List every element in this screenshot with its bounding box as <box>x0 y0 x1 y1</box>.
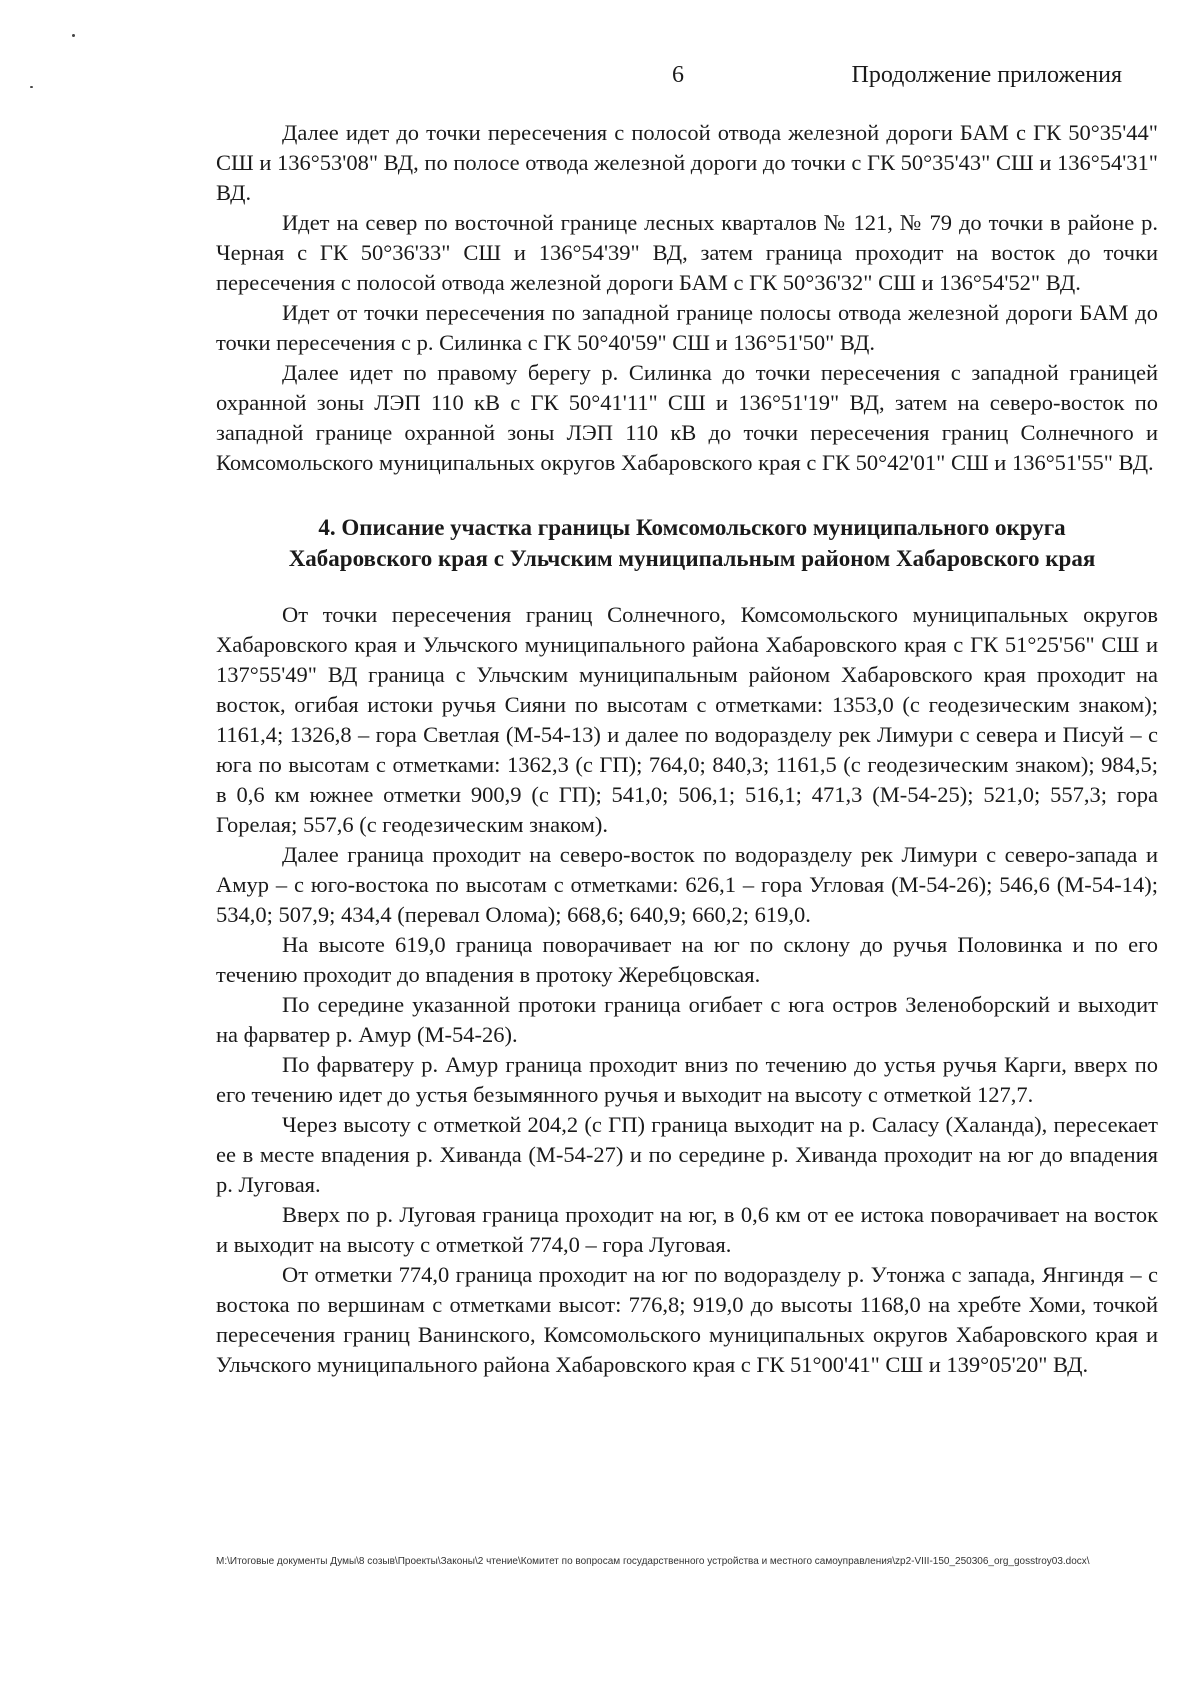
page-number: 6 <box>672 62 684 88</box>
paragraph: Идет от точки пересечения по западной границе полосы отвода железной дороги БАМ до точки пересечения с р. Силинка с ГК 50°40'59" СШ и 136°51'50" ВД. <box>216 300 1158 355</box>
paragraph: На высоте 619,0 граница поворачивает на юг по склону до ручья Половинка и по его течению проходит до впадения в протоку Жеребцовская. <box>216 932 1158 987</box>
scan-speck <box>30 86 33 88</box>
continuation-header: Продолжение приложения <box>851 62 1122 88</box>
paragraph: Через высоту с отметкой 204,2 (с ГП) граница выходит на р. Саласу (Халанда), пересекает ее в месте впадения р. Хиванда (М-54-27) и по середине р. Хиванда проходит на юг до впадения р. Луговая. <box>216 1112 1158 1197</box>
section-4-text <box>216 600 1158 1380</box>
footer-file-path: M:\Итоговые документы Думы\8 созыв\Проекты\Законы\2 чтение\Комитет по вопросам государственного устройства и местного самоуправления\zp2-VIII-150_250306_org_gosstroy03.docx\ <box>216 1556 1090 1567</box>
paragraph: Далее идет по правому берегу р. Силинка до точки пересечения с западной границей охранной зоны ЛЭП 110 кВ с ГК 50°41'11" СШ и 136°51'19" ВД, затем на северо-восток по западной границе охранной зоны ЛЭП 110 кВ до точки пересечения границ Солнечного и Комсомольского муниципальных округов Хабаровского края с ГК 50°42'01" СШ и 136°51'55" ВД. <box>216 360 1158 475</box>
paragraph: От отметки 774,0 граница проходит на юг по водоразделу р. Утонжа с запада, Янгиндя – с востока по вершинам с отметками высот: 776,8; 919,0 до высоты 1168,0 на хребте Хоми, точкой пересечения границ Ванинского, Комсомольского муниципальных округов Хабаровского края и Ульчского муниципального района Хабаровского края с ГК 51°00'41" СШ и 139°05'20" ВД. <box>216 1262 1158 1377</box>
paragraph: Далее граница проходит на северо-восток по водоразделу рек Лимури с северо-запада и Амур – с юго-востока по высотам с отметками: 626,1 – гора Угловая (М-54-26); 546,6 (М-54-14); 534,0; 507,9; 434,4 (перевал Олома); 668,6; 640,9; 660,2; 619,0. <box>216 842 1158 927</box>
paragraph: Далее идет до точки пересечения с полосой отвода железной дороги БАМ с ГК 50°35'44" СШ и 136°53'08" ВД, по полосе отвода железной дороги до точки с ГК 50°35'43" СШ и 136°54'31" ВД. <box>216 120 1158 205</box>
paragraph: По середине указанной протоки граница огибает с юга остров Зеленоборский и выходит на фарватер р. Амур (М-54-26). <box>216 992 1158 1047</box>
document-body <box>216 118 1158 1380</box>
paragraph: Вверх по р. Луговая граница проходит на юг, в 0,6 км от ее истока поворачивает на восток и выходит на высоту с отметкой 774,0 – гора Луговая. <box>216 1202 1158 1257</box>
paragraph: От точки пересечения границ Солнечного, Комсомольского муниципальных округов Хабаровского края и Ульчского муниципального района Хабаровского края с ГК 51°25'56" СШ и 137°55'49" ВД граница с Ульчским муниципальным районом Хабаровского края проходит на восток, огибая истоки ручья Сияни по высотам с отметками: 1353,0 (с геодезическим знаком); 1161,4; 1326,8 – гора Светлая (М-54-13) и далее по водоразделу рек Лимури с севера и Писуй – с юга по высотам с отметками: 1362,3 (с ГП); 764,0; 840,3; 1161,5 (с геодезическим знаком); 984,5; в 0,6 км южнее отметки 900,9 (с ГП); 541,0; 506,1; 516,1; 471,3 (М-54-25); 521,0; 557,3; гора Горелая; 557,6 (с геодезическим знаком). <box>216 602 1158 837</box>
paragraph: По фарватеру р. Амур граница проходит вниз по течению до устья ручья Карги, вверх по его течению идет до устья безымянного ручья и выходит на высоту с отметкой 127,7. <box>216 1052 1158 1107</box>
section-4-title <box>216 512 1158 574</box>
paragraph: Идет на север по восточной границе лесных кварталов № 121, № 79 до точки в районе р. Черная с ГК 50°36'33" СШ и 136°54'39" ВД, затем граница проходит на восток до точки пересечения с полосой отвода железной дороги БАМ с ГК 50°36'32" СШ и 136°54'52" ВД. <box>216 210 1158 295</box>
previous-section-text <box>216 118 1158 478</box>
scan-speck <box>72 34 75 37</box>
section-title-line: Хабаровского края с Ульчским муниципальным районом Хабаровского края <box>288 546 1096 571</box>
section-title-line: 4. Описание участка границы Комсомольского муниципального округа <box>318 515 1066 540</box>
